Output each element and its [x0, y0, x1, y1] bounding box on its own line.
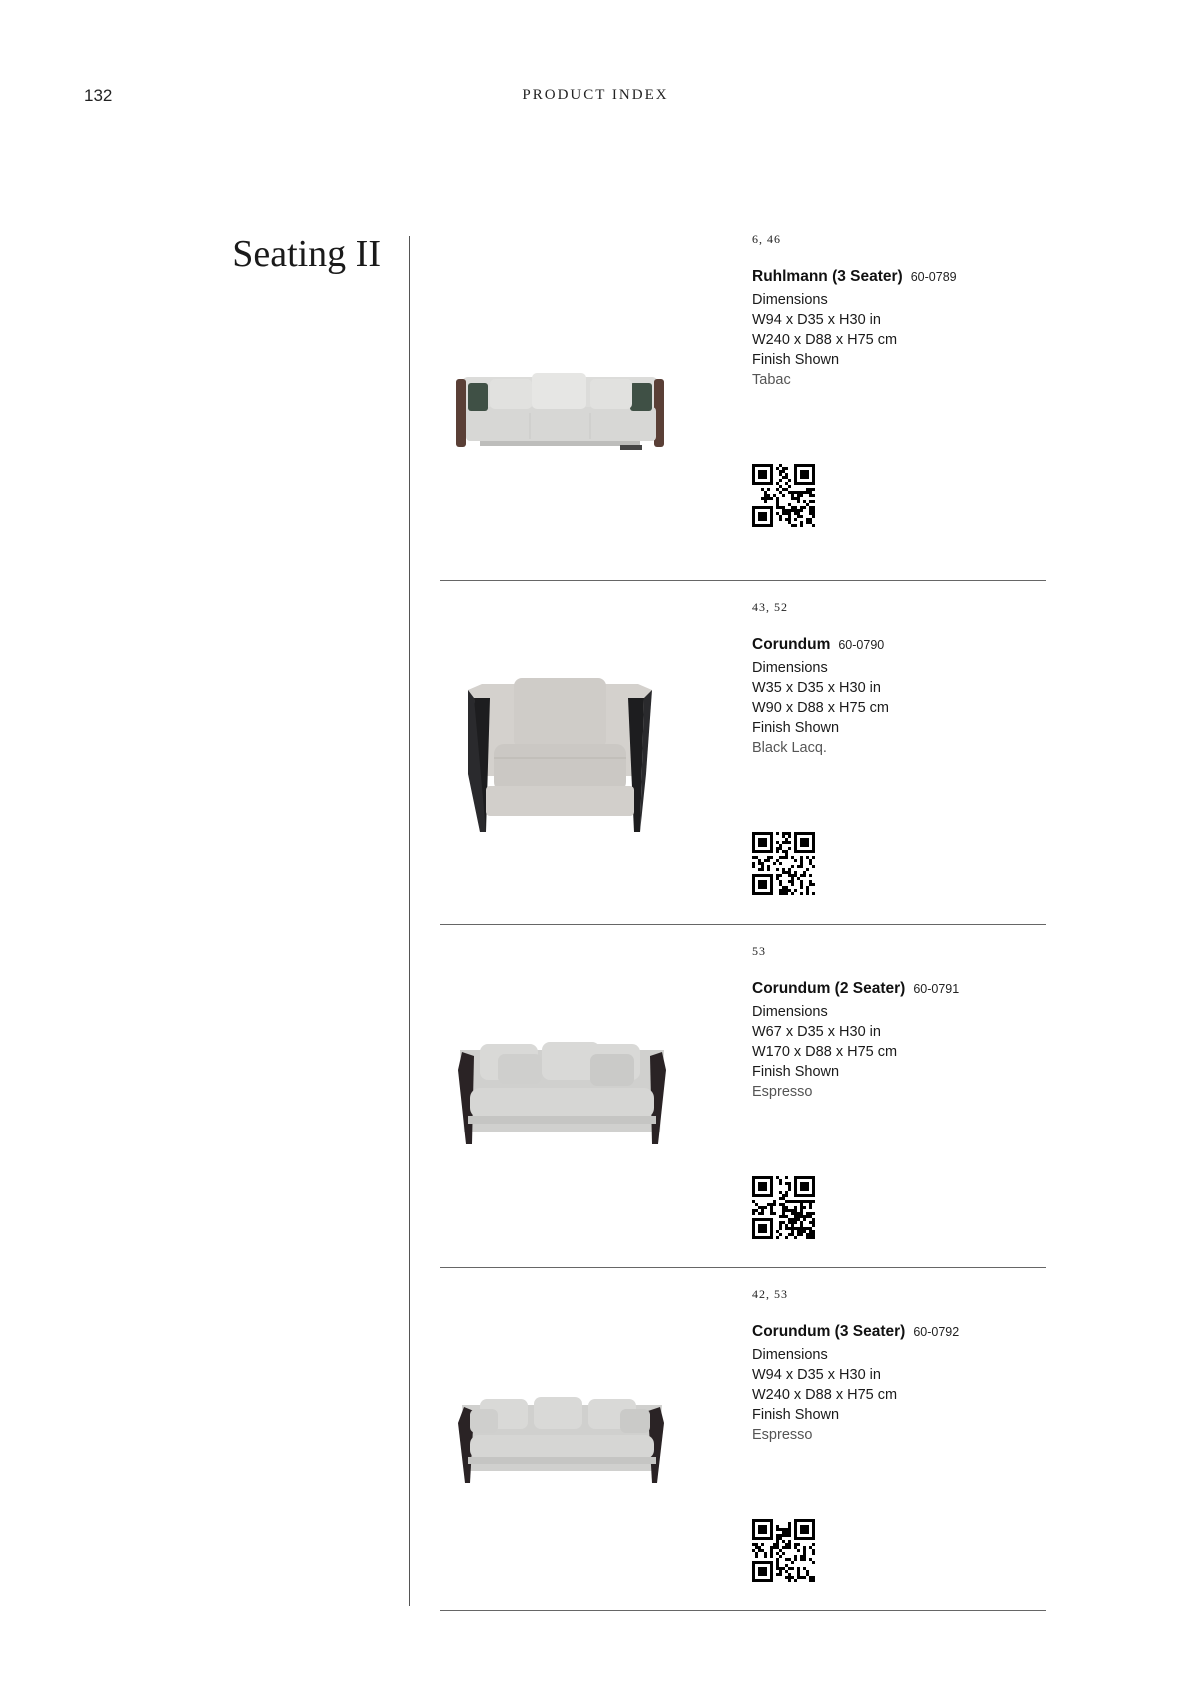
product-card	[440, 944, 1046, 1264]
page-number: 132	[84, 86, 113, 105]
product-divider	[440, 924, 1046, 925]
dimensions-label: Dimensions	[752, 292, 828, 308]
page-references: 43, 52	[752, 600, 788, 614]
product-code: 60-0792	[913, 1325, 960, 1339]
product-info	[752, 232, 1052, 390]
dimensions-label: Dimensions	[752, 1347, 828, 1363]
product-name: Corundum (2 Seater)	[752, 980, 906, 997]
finish-value: Tabac	[752, 372, 791, 388]
product-divider	[440, 580, 1046, 581]
dimensions-inches: W35 x D35 x H30 in	[752, 680, 881, 696]
qr-code-icon[interactable]	[752, 1176, 814, 1238]
page-references: 42, 53	[752, 1287, 788, 1301]
finish-label: Finish Shown	[752, 1407, 840, 1423]
qr-code-icon[interactable]	[752, 464, 814, 526]
product-code: 60-0791	[913, 982, 960, 996]
dimensions-cm: W240 x D88 x H75 cm	[752, 1387, 898, 1403]
section-title: Seating II	[232, 233, 381, 275]
vertical-divider	[409, 236, 410, 1606]
product-name: Corundum	[752, 636, 831, 653]
page-header-title: PRODUCT INDEX	[522, 87, 669, 103]
product-card	[440, 232, 1046, 572]
product-code: 60-0790	[838, 638, 885, 652]
dimensions-inches: W94 x D35 x H30 in	[752, 312, 881, 328]
product-image	[440, 357, 680, 467]
finish-label: Finish Shown	[752, 1064, 840, 1080]
product-info	[752, 944, 1052, 1102]
page-references: 6, 46	[752, 232, 781, 246]
qr-code-icon[interactable]	[752, 832, 814, 894]
product-image	[440, 1036, 680, 1146]
product-name: Ruhlmann (3 Seater)	[752, 268, 903, 285]
finish-label: Finish Shown	[752, 720, 840, 736]
qr-code-icon[interactable]	[752, 1519, 814, 1581]
dimensions-inches: W94 x D35 x H30 in	[752, 1367, 881, 1383]
dimensions-label: Dimensions	[752, 660, 828, 676]
finish-value: Black Lacq.	[752, 740, 827, 756]
dimensions-inches: W67 x D35 x H30 in	[752, 1024, 881, 1040]
dimensions-cm: W240 x D88 x H75 cm	[752, 332, 898, 348]
page-references: 53	[752, 944, 766, 958]
product-info	[752, 600, 1052, 758]
product-name: Corundum (3 Seater)	[752, 1323, 906, 1340]
dimensions-cm: W170 x D88 x H75 cm	[752, 1044, 898, 1060]
product-code: 60-0789	[910, 270, 957, 284]
product-divider	[440, 1267, 1046, 1268]
dimensions-cm: W90 x D88 x H75 cm	[752, 700, 889, 716]
product-image	[440, 1387, 680, 1487]
product-divider	[440, 1610, 1046, 1611]
product-card	[440, 1287, 1046, 1607]
product-image	[440, 664, 680, 834]
finish-value: Espresso	[752, 1427, 813, 1443]
dimensions-label: Dimensions	[752, 1004, 828, 1020]
product-info	[752, 1287, 1052, 1445]
finish-label: Finish Shown	[752, 352, 840, 368]
finish-value: Espresso	[752, 1084, 813, 1100]
product-card	[440, 600, 1046, 920]
